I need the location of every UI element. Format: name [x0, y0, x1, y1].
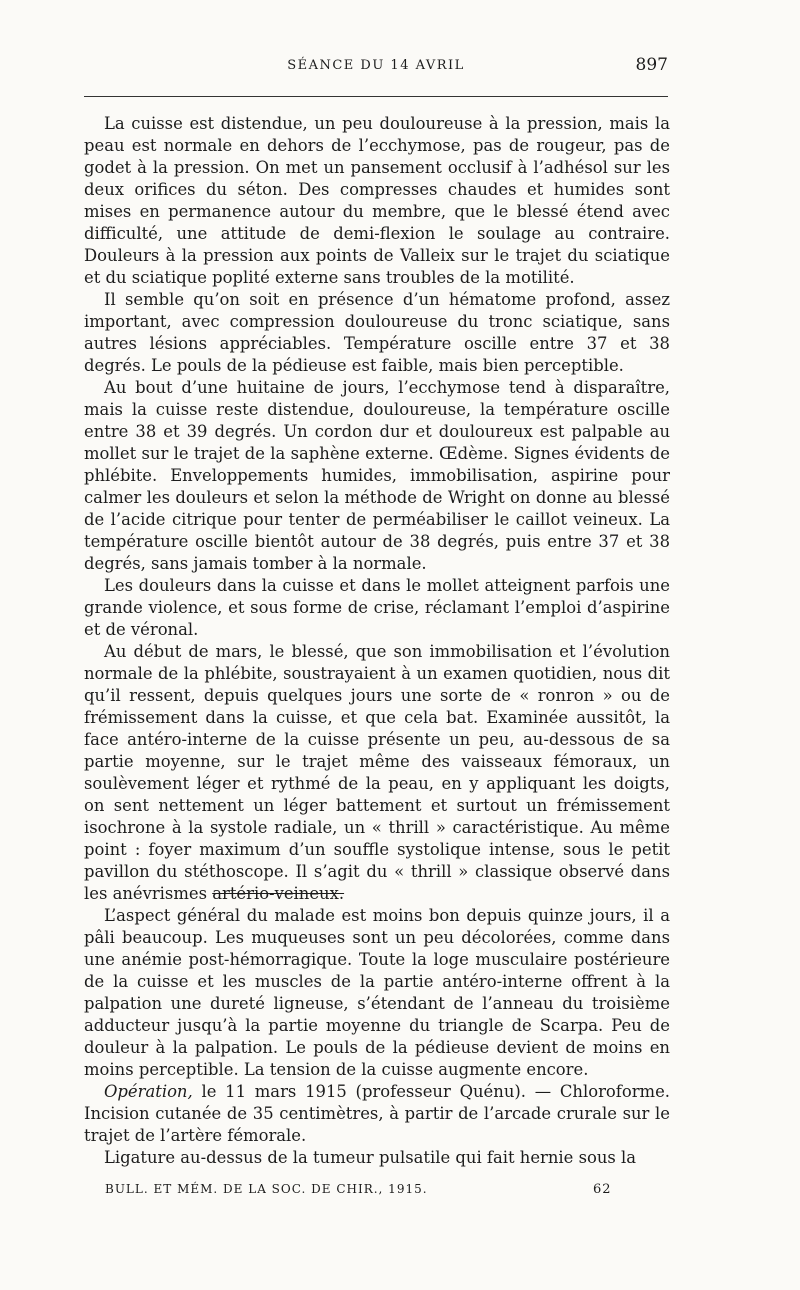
page-number: 897: [635, 55, 668, 75]
signature-mark: 62: [593, 1182, 612, 1197]
header-rule: [84, 96, 668, 97]
paragraph-5-text: Au début de mars, le blessé, que son immobilisation et l’évolution normale de la phlébite, soustrayaient à un examen quotidien, nous dit qu’il ressent, depuis quelques jours une sorte de « ronron » ou de frémissement dans la cuisse, et que cela bat. Examinée aussitôt, la face antéro-interne de la cuisse présente un peu, au-dessous de sa partie moyenne, sur le trajet même des vaisseaux fémoraux, un soulèvement léger et rythmé de la peau, en y appliquant les doigts, on sent nettement un léger battement et surtout un frémissement isochrone à la systole radiale, un « thrill » caractéristique. Au même point : foyer maximum d’un souffle systolique intense, sous le petit pavillon du stéthoscope. Il s’agit du « thrill » classique observé dans les anévrismes: [84, 642, 670, 903]
paragraph-4: Les douleurs dans la cuisse et dans le mollet atteignent parfois une grande violence, et sous forme de crise, réclamant l’emploi d’aspirine et de véronal.: [84, 576, 670, 639]
paragraph-8: Ligature au-dessus de la tumeur pulsatile qui fait hernie sous la: [104, 1148, 637, 1167]
running-head: SÉANCE DU 14 AVRIL: [287, 58, 465, 73]
paragraph-7-text: le 11 mars 1915 (professeur Quénu). — Chloroforme. Incision cutanée de 35 centimètres, à partir de l’arcade crurale sur le trajet de l’artère fémorale.: [84, 1082, 671, 1145]
page-header: [84, 55, 668, 88]
struck-word: artério-veineux.: [212, 884, 345, 903]
paragraph-5: [84, 641, 670, 905]
operation-label: Opération,: [104, 1082, 193, 1101]
paragraph-6: L’aspect général du malade est moins bon depuis quinze jours, il a pâli beaucoup. Les muqueuses sont un peu décolorées, comme dans une anémie post-hémorragique. Toute la loge musculaire postérieure de la cuisse et les muscles de la partie antéro-interne offrent à la palpation une dureté ligneuse, s’étendant de l’anneau du troisième adducteur jusqu’à la partie moyenne du triangle de Scarpa. Peu de douleur à la palpation. Le pouls de la pédieuse devient de moins en moins perceptible. La tension de la cuisse augmente encore.: [84, 906, 670, 1079]
paragraph-3: Au bout d’une huitaine de jours, l’ecchymose tend à disparaître, mais la cuisse reste distendue, douloureuse, la température oscille entre 38 et 39 degrés. Un cordon dur et douloureux est palpable au mollet sur le trajet de la saphène externe. Œdème. Signes évidents de phlébite. Enveloppements humides, immobilisation, aspirine pour calmer les douleurs et selon la méthode de Wright on donne au blessé de l’acide citrique pour tenter de perméabiliser le caillot veineux. La température oscille bientôt autour de 38 degrés, puis entre 37 et 38 degrés, sans jamais tomber à la normale.: [84, 378, 670, 573]
paragraph-7: [84, 1081, 670, 1147]
body-text: [84, 113, 670, 1169]
page-footer: [105, 1182, 625, 1202]
paragraph-1: La cuisse est distendue, un peu douloureuse à la pression, mais la peau est normale en dehors de l’ecchymose, pas de rougeur, pas de godet à la pression. On met un pansement occlusif à l’adhésol sur les deux orifices du séton. Des compresses chaudes et humides sont mises en permanence autour du membre, que le blessé étend avec difficulté, une attitude de demi-flexion le soulage au contraire. Douleurs à la pression aux points de Valleix sur le trajet du sciatique et du sciatique poplité externe sans troubles de la motilité.: [84, 114, 670, 287]
paragraph-2: Il semble qu’on soit en présence d’un hématome profond, assez important, avec compression douloureuse du tronc sciatique, sans autres lésions appréciables. Température oscille entre 37 et 38 degrés. Le pouls de la pédieuse est faible, mais bien perceptible.: [84, 290, 670, 375]
journal-reference: BULL. ET MÉM. DE LA SOC. DE CHIR., 1915.: [105, 1182, 428, 1196]
